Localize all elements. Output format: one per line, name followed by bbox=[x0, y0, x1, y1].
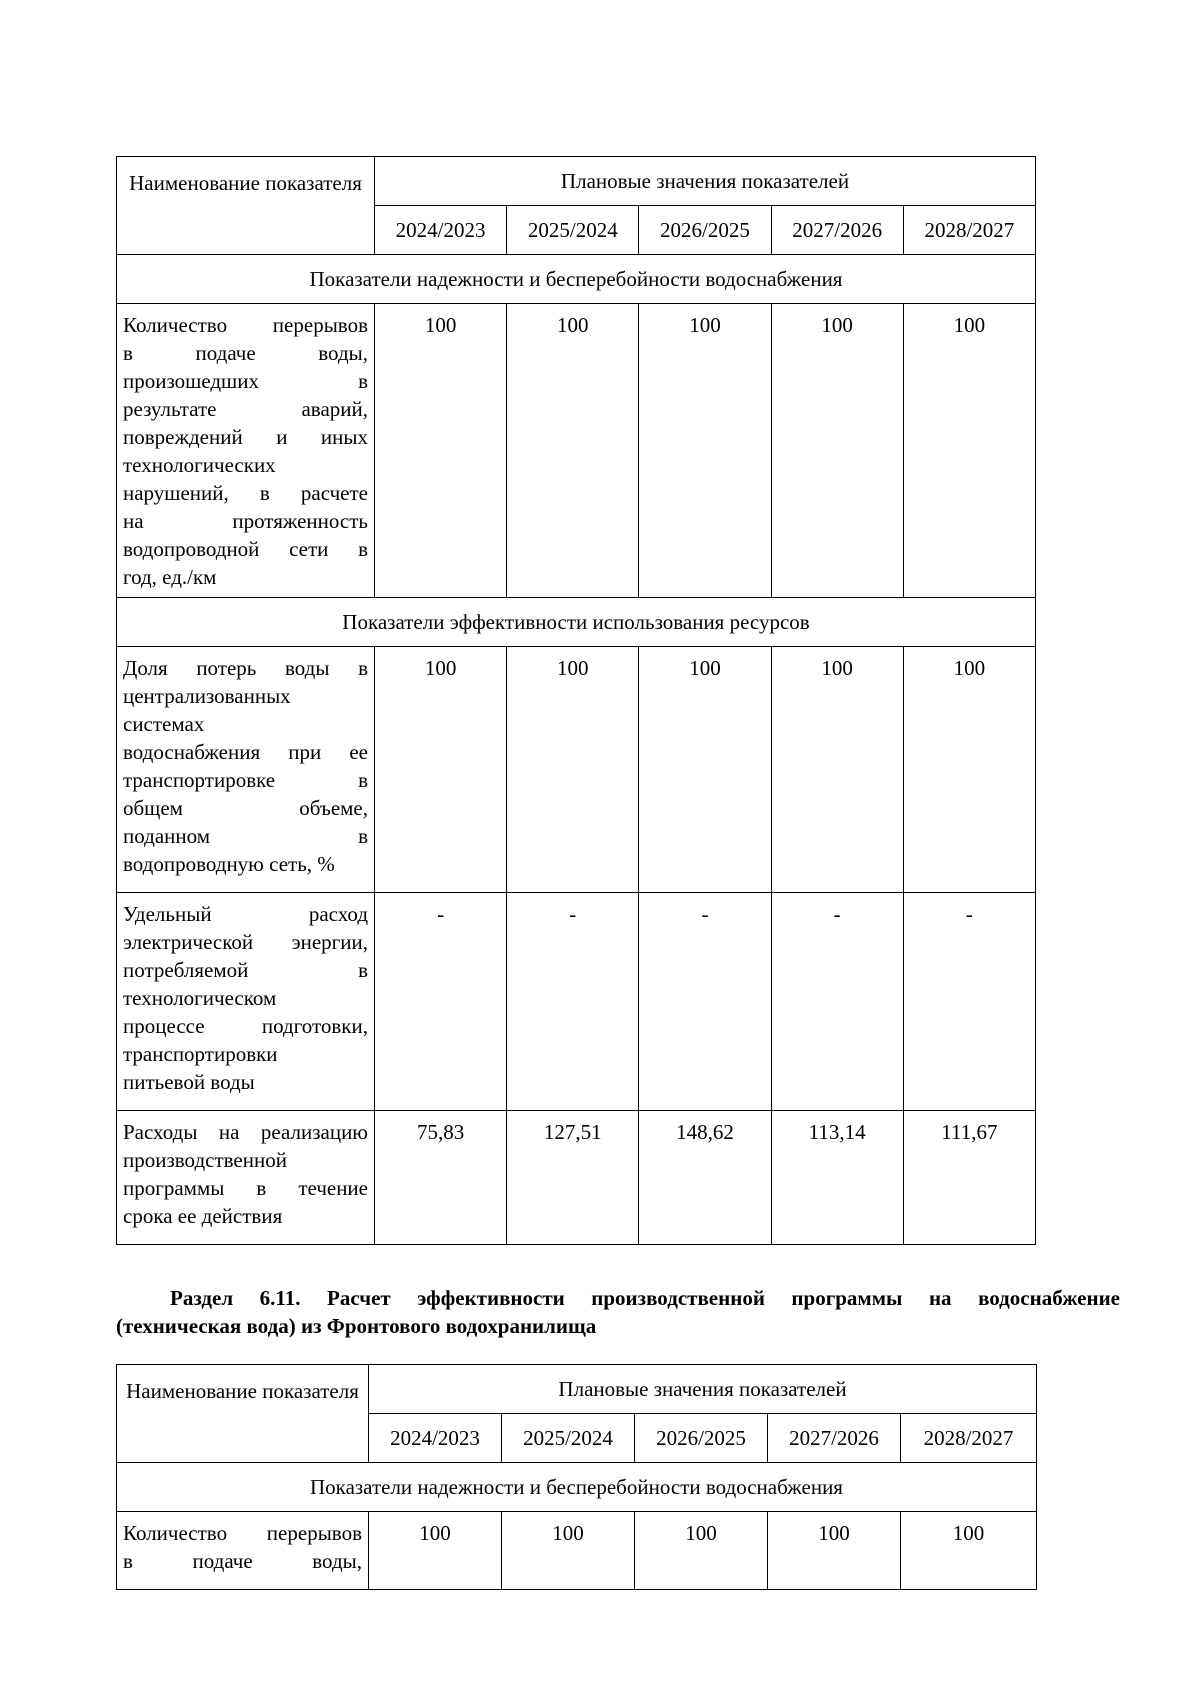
label-line: системах bbox=[123, 712, 205, 736]
section-row-reliability bbox=[117, 1463, 1037, 1512]
label-line: Количество перерывов bbox=[123, 313, 368, 337]
label-line: транспортировки bbox=[123, 1042, 278, 1066]
table-row bbox=[117, 304, 1036, 598]
label-line: повреждений и иных bbox=[123, 425, 368, 449]
section-title: Показатели эффективности использования ресурсов bbox=[117, 598, 1036, 647]
section-heading bbox=[116, 1284, 1120, 1340]
table-header-row bbox=[117, 157, 1036, 206]
value-cell: 100 bbox=[507, 647, 639, 893]
header-year: 2026/2025 bbox=[639, 206, 771, 255]
label-line: результате аварий, bbox=[123, 397, 368, 421]
value-cell: 100 bbox=[507, 304, 639, 598]
value-cell: 148,62 bbox=[639, 1111, 771, 1245]
table-row bbox=[117, 647, 1036, 893]
value-cell: 100 bbox=[502, 1512, 635, 1590]
indicators-table-1 bbox=[116, 156, 1036, 1245]
section-heading-line: (техническая вода) из Фронтового водохранилища bbox=[116, 1314, 597, 1338]
label-line: водопроводную сеть, % bbox=[123, 852, 335, 876]
header-year: 2025/2024 bbox=[502, 1414, 635, 1463]
section-heading-line: Раздел 6.11. Расчет эффективности производственной программы на водоснабжение bbox=[170, 1286, 1120, 1310]
value-cell: - bbox=[507, 893, 639, 1111]
indicator-label bbox=[117, 893, 375, 1111]
value-cell: - bbox=[903, 893, 1035, 1111]
value-cell: 113,14 bbox=[771, 1111, 903, 1245]
label-line: производственной bbox=[123, 1148, 287, 1172]
value-cell: - bbox=[771, 893, 903, 1111]
indicator-label bbox=[117, 1512, 369, 1590]
label-line: процессе подготовки, bbox=[123, 1014, 368, 1038]
value-cell: 111,67 bbox=[903, 1111, 1035, 1245]
value-cell: 100 bbox=[375, 647, 507, 893]
value-cell: 100 bbox=[635, 1512, 768, 1590]
value-cell: 100 bbox=[901, 1512, 1037, 1590]
label-line: нарушений, в расчете bbox=[123, 481, 368, 505]
label-line: водопроводной сети в bbox=[123, 537, 368, 561]
value-cell: 100 bbox=[375, 304, 507, 598]
label-line: программы в течение bbox=[123, 1176, 368, 1200]
label-line: произошедших в bbox=[123, 369, 368, 393]
label-line: год, ед./км bbox=[123, 565, 217, 589]
value-cell: 100 bbox=[771, 304, 903, 598]
label-line: Удельный расход bbox=[123, 902, 368, 926]
value-cell: 100 bbox=[639, 304, 771, 598]
label-line: общем объеме, bbox=[123, 796, 368, 820]
value-cell: 75,83 bbox=[375, 1111, 507, 1245]
label-line: электрической энергии, bbox=[123, 930, 368, 954]
header-year: 2025/2024 bbox=[507, 206, 639, 255]
indicator-label bbox=[117, 647, 375, 893]
label-line: поданном в bbox=[123, 824, 368, 848]
value-cell: 100 bbox=[903, 304, 1035, 598]
header-planned-values: Плановые значения показателей bbox=[375, 157, 1036, 206]
label-line: питьевой воды bbox=[123, 1070, 255, 1094]
label-line: Расходы на реализацию bbox=[123, 1120, 368, 1144]
value-cell: 100 bbox=[771, 647, 903, 893]
label-line: технологическом bbox=[123, 986, 277, 1010]
label-line: срока ее действия bbox=[123, 1204, 283, 1228]
label-line: водоснабжения при ее bbox=[123, 740, 368, 764]
table-row bbox=[117, 1111, 1036, 1245]
section-row-reliability bbox=[117, 255, 1036, 304]
header-year: 2024/2023 bbox=[375, 206, 507, 255]
value-cell: 100 bbox=[768, 1512, 901, 1590]
value-cell: 127,51 bbox=[507, 1111, 639, 1245]
indicators-table-2 bbox=[116, 1364, 1037, 1590]
value-cell: 100 bbox=[639, 647, 771, 893]
label-line: в подаче воды, bbox=[123, 1549, 362, 1573]
section-title: Показатели надежности и бесперебойности водоснабжения bbox=[117, 1463, 1037, 1512]
value-cell: 100 bbox=[369, 1512, 502, 1590]
value-cell: - bbox=[375, 893, 507, 1111]
header-year: 2026/2025 bbox=[635, 1414, 768, 1463]
table-row bbox=[117, 893, 1036, 1111]
label-line: Количество перерывов bbox=[123, 1521, 362, 1545]
value-cell: - bbox=[639, 893, 771, 1111]
section-row-efficiency bbox=[117, 598, 1036, 647]
label-line: на протяженность bbox=[123, 509, 368, 533]
label-line: транспортировке в bbox=[123, 768, 368, 792]
header-indicator-name: Наименование показателя bbox=[117, 157, 375, 255]
section-title: Показатели надежности и бесперебойности водоснабжения bbox=[117, 255, 1036, 304]
label-line: потребляемой в bbox=[123, 958, 368, 982]
table-row bbox=[117, 1512, 1037, 1590]
label-line: в подаче воды, bbox=[123, 341, 368, 365]
header-year: 2028/2027 bbox=[903, 206, 1035, 255]
header-year: 2028/2027 bbox=[901, 1414, 1037, 1463]
header-indicator-name: Наименование показателя bbox=[117, 1365, 369, 1463]
header-year: 2027/2026 bbox=[768, 1414, 901, 1463]
value-cell: 100 bbox=[903, 647, 1035, 893]
header-year: 2024/2023 bbox=[369, 1414, 502, 1463]
header-planned-values: Плановые значения показателей bbox=[369, 1365, 1037, 1414]
label-line: Доля потерь воды в bbox=[123, 656, 368, 680]
label-line: технологических bbox=[123, 453, 276, 477]
label-line: централизованных bbox=[123, 684, 291, 708]
table-header-row bbox=[117, 1365, 1037, 1414]
header-year: 2027/2026 bbox=[771, 206, 903, 255]
indicator-label bbox=[117, 1111, 375, 1245]
indicator-label bbox=[117, 304, 375, 598]
